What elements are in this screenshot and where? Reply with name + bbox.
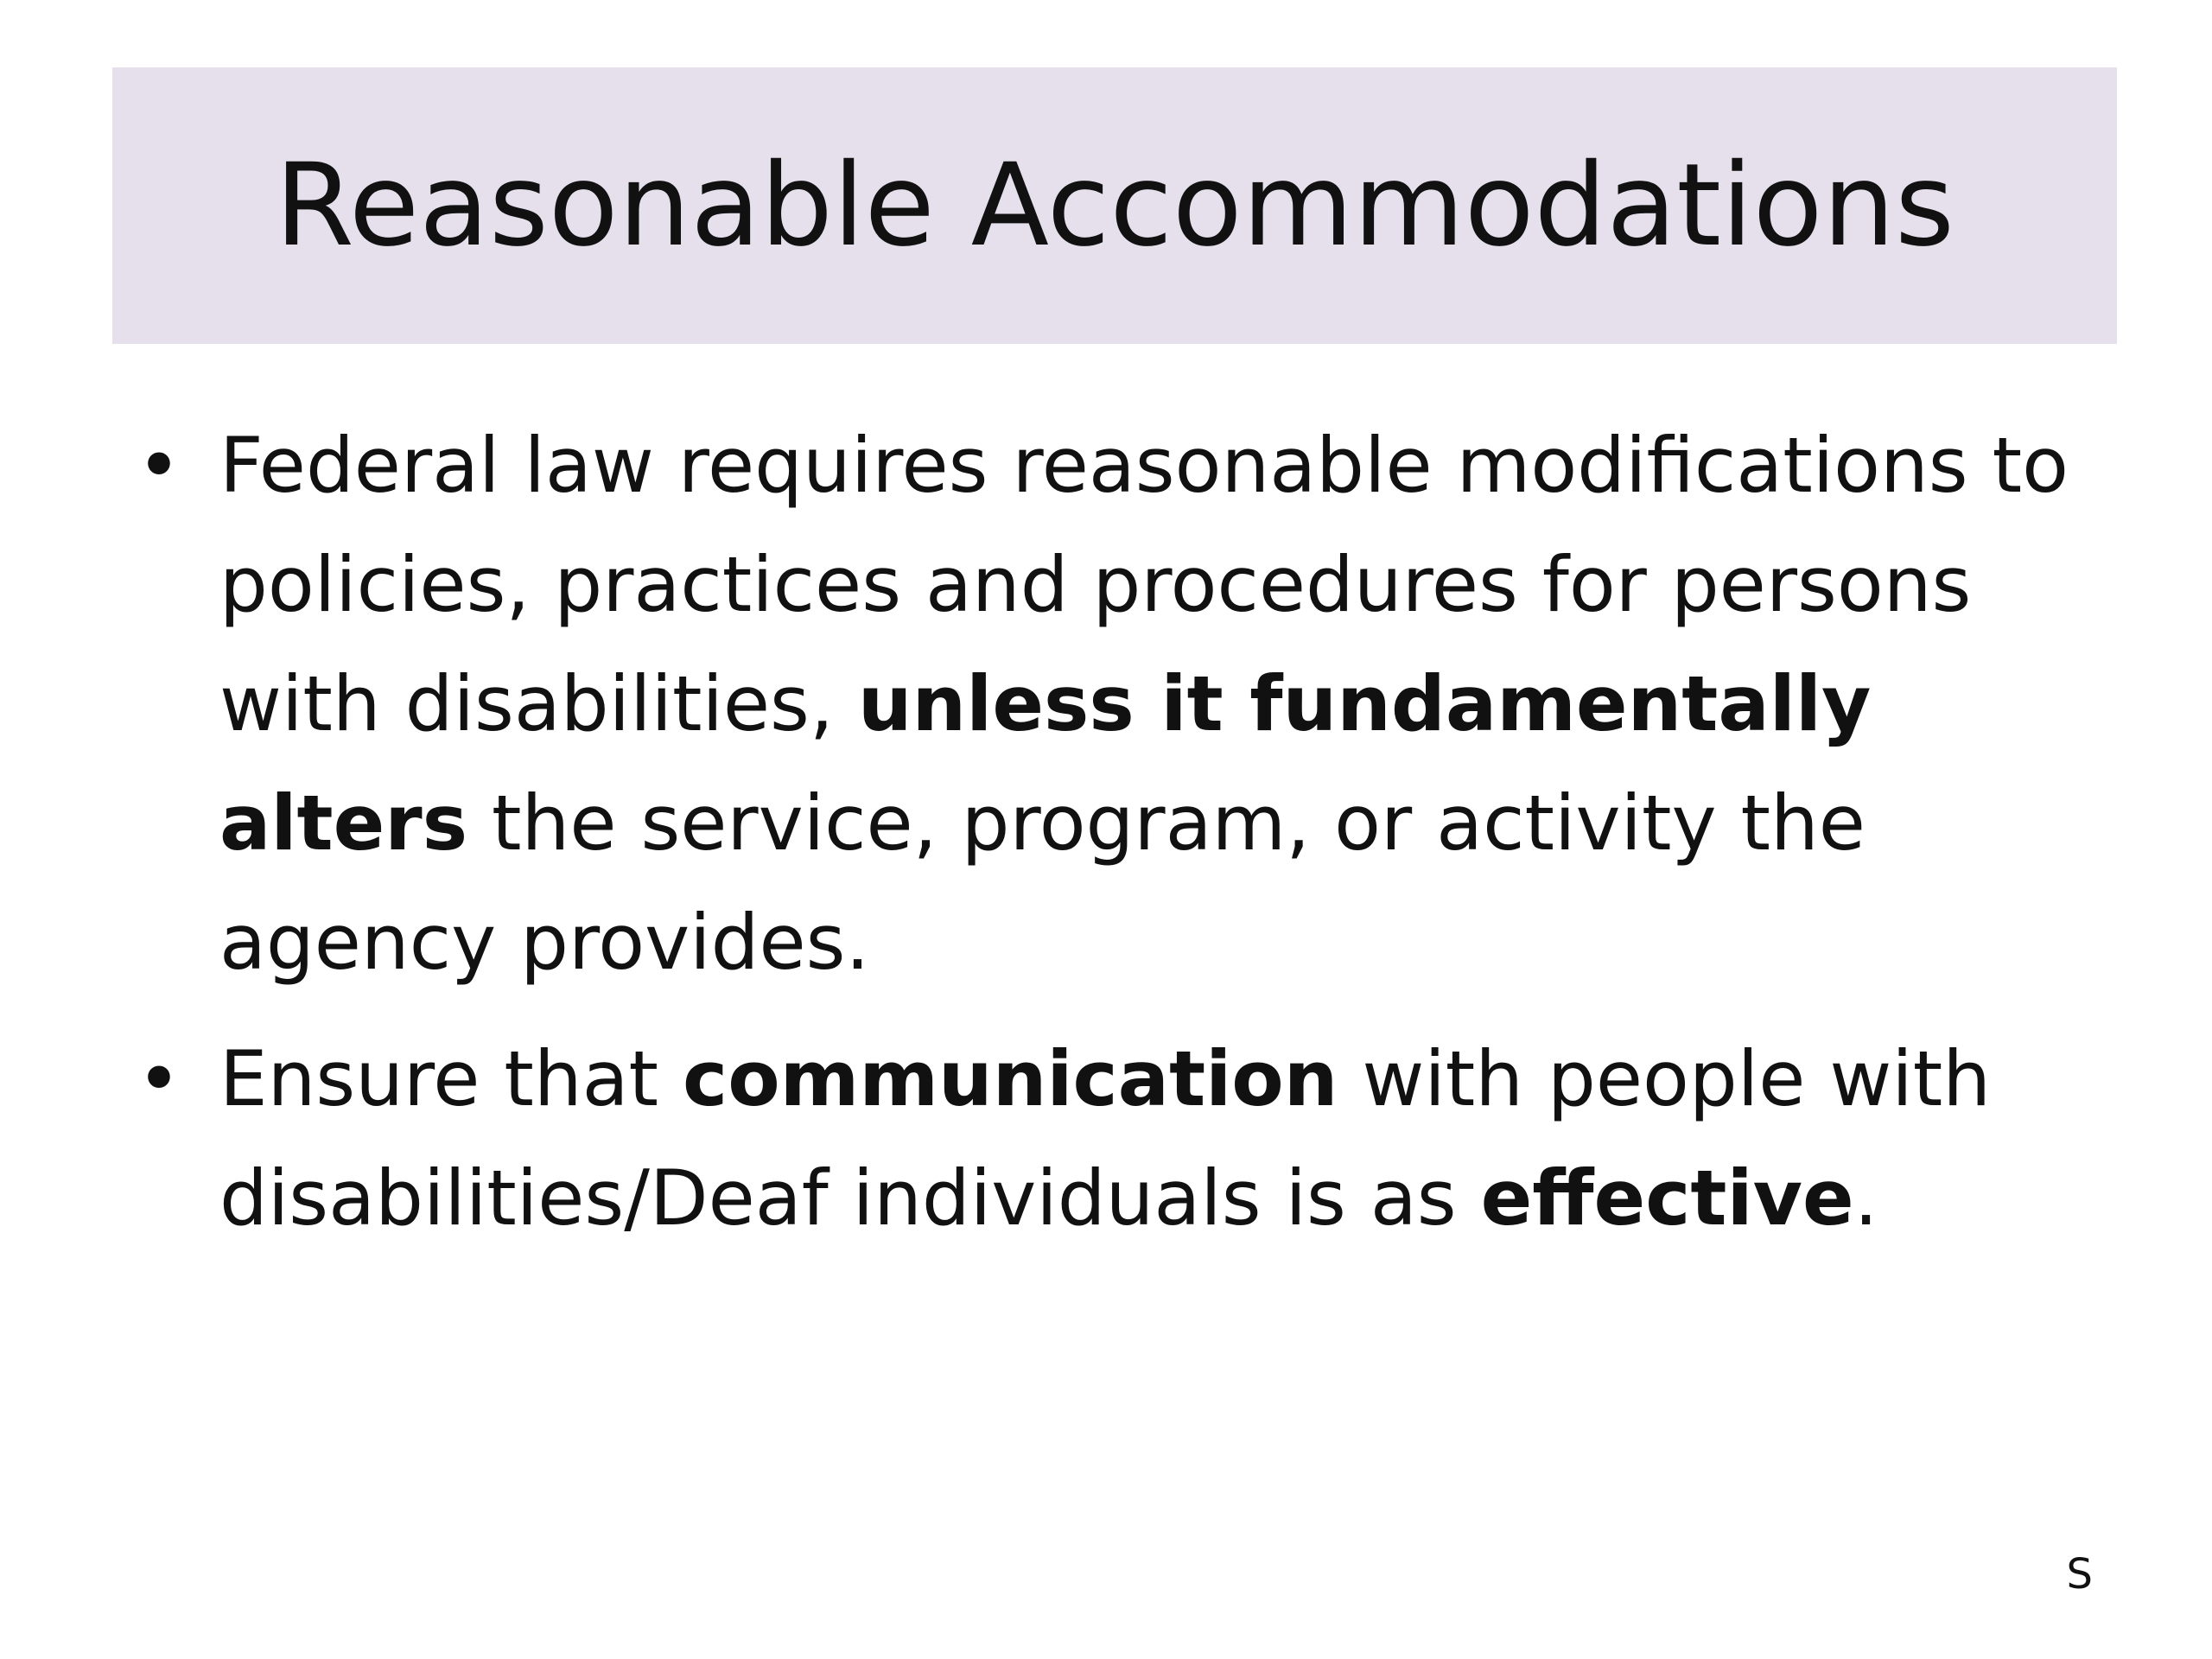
slide-title: Reasonable Accommodations bbox=[275, 139, 1955, 272]
bullet-text: with people with disabilities/Deaf individuals is as bbox=[219, 1034, 1992, 1243]
title-band bbox=[112, 67, 2117, 344]
bullet-text: . bbox=[1853, 1154, 1878, 1243]
bullet-item-federal-law bbox=[130, 406, 2108, 1002]
bullet-item-communication bbox=[130, 1020, 2108, 1258]
bullet-text: Ensure that bbox=[219, 1034, 683, 1123]
bullet-emphasis: communication bbox=[683, 1034, 1338, 1123]
bullet-marker: • bbox=[137, 1034, 181, 1123]
bullet-text: Federal law requires reasonable modifications to policies, practices and procedures for persons with disabilities, bbox=[219, 421, 2069, 748]
bullet-marker: • bbox=[137, 421, 181, 510]
bullet-text: the service, program, or activity the agency provides. bbox=[219, 779, 1866, 987]
footer-mark: S bbox=[2066, 1550, 2093, 1599]
bullet-list bbox=[130, 406, 2108, 1275]
bullet-emphasis: effective bbox=[1480, 1154, 1854, 1243]
bullet-emphasis: unless it fundamentally alters bbox=[219, 659, 1872, 868]
